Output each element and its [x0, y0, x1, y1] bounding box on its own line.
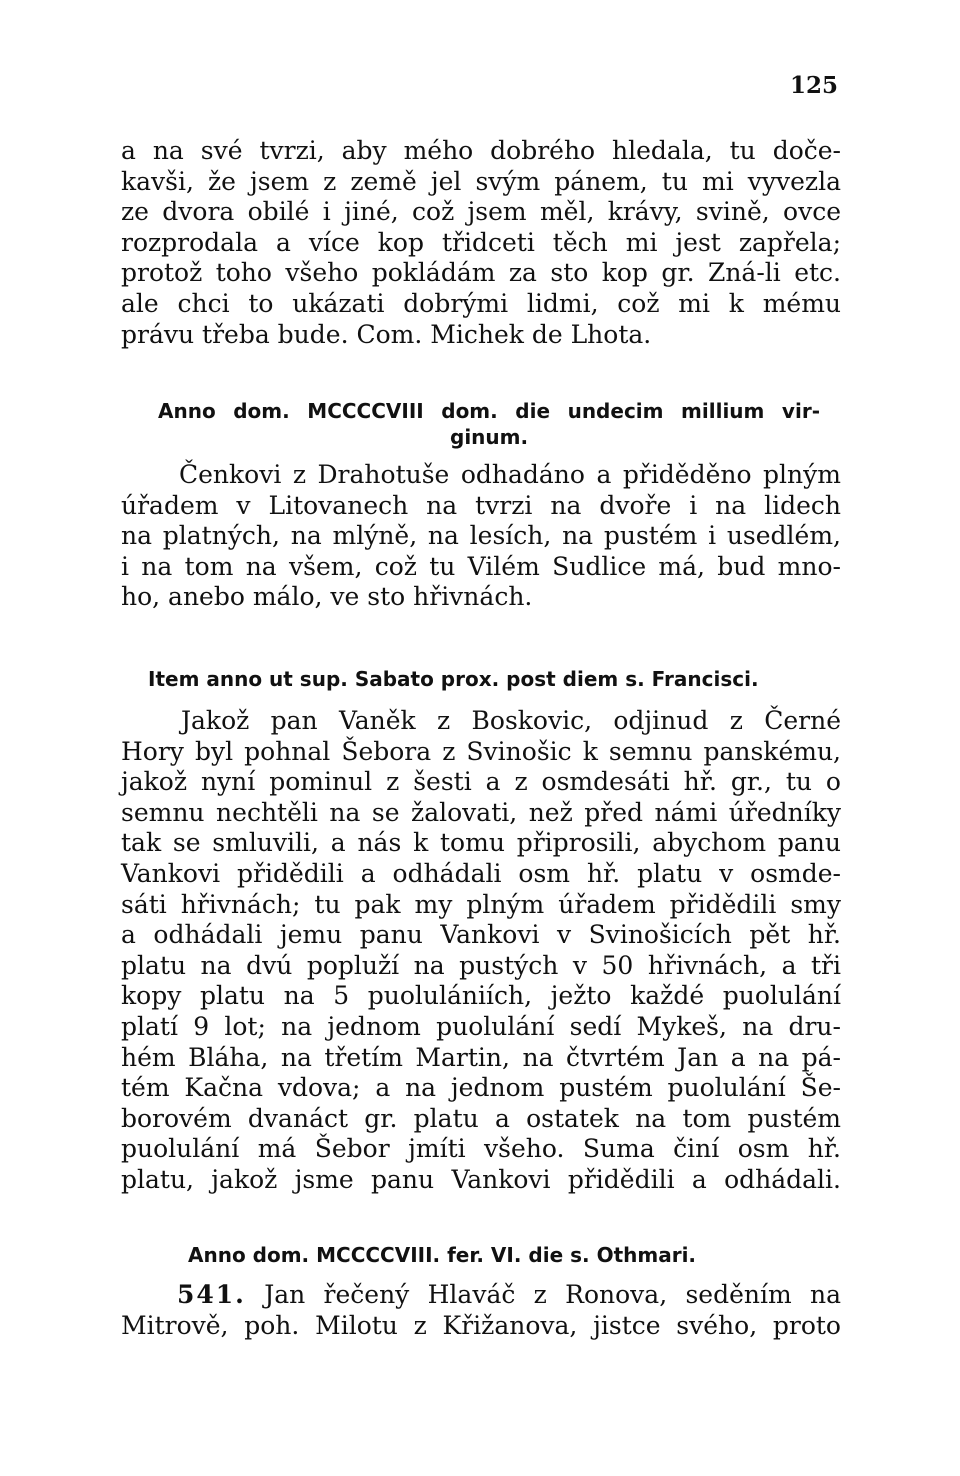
text-line: Čenkovi z Drahotuše odhadáno a přiděděno plným	[179, 460, 841, 489]
text-line: puolulání má Šebor jmíti všeho. Suma činí osm hř.	[121, 1134, 841, 1164]
text-line: kavši, že jsem z země jel svým pánem, tu mi vyvezla	[121, 166, 841, 196]
entry-541	[121, 1280, 841, 1341]
text-line: hém Bláha, na třetím Martin, na čtvrtém Jan a na pá-	[121, 1042, 841, 1072]
text-line: Mitrově, poh. Milotu z Křižanova, jistce svého, proto	[121, 1310, 841, 1340]
text-line: jakož nyní pominul z šesti a z osmdesáti hř. gr., tu o	[121, 767, 841, 797]
text-line: sáti hřivnách; tu pak my plným úřadem přidědili smy	[121, 889, 841, 919]
text-line: na platných, na mlýně, na lesích, na pustém i usedlém,	[121, 521, 841, 551]
text-line: borovém dvanáct gr. platu a ostatek na tom pustém	[121, 1103, 841, 1133]
text-line: tak se smluvili, a nás k tomu připrosili, abychom panu	[121, 828, 841, 858]
text-line: ho, anebo málo, ve sto hřivnách.	[121, 582, 533, 612]
heading-line: ginum.	[450, 425, 529, 449]
paragraph-2	[121, 460, 841, 613]
paragraph-1	[121, 136, 841, 350]
text-line	[121, 1280, 841, 1311]
text-line: protož toho všeho pokládám za sto kop gr. Zná-li etc.	[121, 258, 841, 288]
text-line: Hory byl pohnal Šebora z Svinošic k semnu panskému,	[121, 736, 841, 766]
text-line: Vankovi přidědili a odhádali osm hř. platu v osmde-	[121, 858, 841, 888]
text-line: tém Kačna vdova; a na jednom pustém puolulání Še-	[121, 1073, 841, 1103]
text-line: platu, jakož jsme panu Vankovi přidědili a odhádali.	[121, 1164, 841, 1194]
text-line: a na své tvrzi, aby mého dobrého hledala, tu doče-	[121, 136, 841, 165]
text-line: kopy platu na 5 puolulániích, ježto každé puolulání	[121, 981, 841, 1011]
text-line: a odhádali jemu panu Vankovi v Svinošicích pět hř.	[121, 920, 841, 950]
section-heading-3: Anno dom. MCCCCVIII. fer. VI. die s. Othmari.	[188, 1243, 697, 1267]
entry-number: 541.	[177, 1280, 246, 1309]
text-line: i na tom na všem, což tu Vilém Sudlice má, bud mno-	[121, 551, 841, 581]
entry-text: Jan řečený Hlaváč z Ronova, seděním na	[264, 1280, 841, 1309]
paragraph-3	[121, 706, 841, 1196]
section-heading-2: Item anno ut sup. Sabato prox. post diem s. Francisci.	[148, 667, 759, 691]
page-number: 125	[789, 72, 838, 99]
text-line: Jakož pan Vaněk z Boskovic, odjinud z Černé	[181, 706, 841, 735]
text-line: platí 9 lot; na jednom puolulání sedí Mykeš, na dru-	[121, 1011, 841, 1041]
text-line: semnu nechtěli na se žalovati, než před námi úředníky	[121, 797, 841, 827]
text-line: ze dvora obilé i jiné, což jsem měl, krávy, svině, ovce	[121, 197, 841, 227]
text-line: ale chci to ukázati dobrými lidmi, což mi k mému	[121, 288, 841, 318]
heading-line: Anno dom. MCCCCVIII dom. die undecim millium vir-	[158, 399, 820, 423]
text-line: platu na dvú popluží na pustých v 50 hřivnách, a tři	[121, 950, 841, 980]
text-line: úřadem v Litovanech na tvrzi na dvoře i na lidech	[121, 490, 841, 520]
text-line: právu třeba bude. Com. Michek de Lhota.	[121, 319, 652, 349]
section-heading-1	[158, 398, 820, 450]
text-line: rozprodala a více kop třidceti těch mi jest zapřela;	[121, 227, 841, 257]
